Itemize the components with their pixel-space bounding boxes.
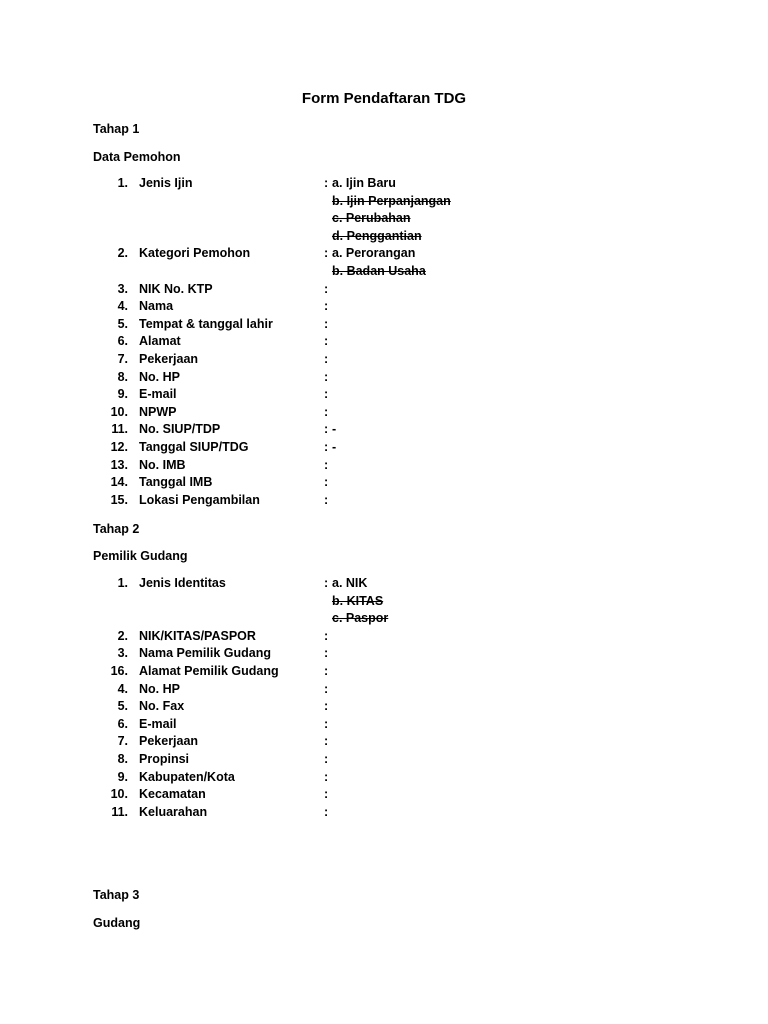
tahap-1-field-list: [0, 175, 768, 509]
field-row: [0, 298, 768, 316]
field-colon: :: [324, 176, 329, 190]
struck-option: c. Paspor: [332, 611, 389, 626]
struck-option: b. KITAS: [332, 593, 384, 608]
field-number: 9.: [117, 769, 128, 784]
field-label: E-mail: [139, 716, 177, 731]
field-row: [0, 681, 768, 699]
field-colon: :: [324, 646, 329, 661]
field-label: Tanggal SIUP/TDG: [139, 439, 249, 454]
field-colon: :: [324, 804, 329, 819]
struck-option-row: [0, 263, 768, 281]
field-row: [0, 492, 768, 510]
field-colon: :: [324, 316, 329, 331]
field-colon: :: [324, 681, 329, 696]
field-number: 14.: [110, 475, 128, 490]
field-colon: :: [324, 457, 329, 472]
struck-option-row: [0, 593, 768, 611]
pemilik-gudang-heading: Pemilik Gudang: [93, 549, 188, 563]
field-colon: :: [324, 369, 329, 384]
tahap-2-field-list: [0, 575, 768, 821]
field-number: 10.: [110, 404, 128, 419]
struck-option: b. Ijin Perpanjangan: [332, 193, 451, 208]
tahap-3-heading: Tahap 3: [93, 888, 140, 902]
field-number: 5.: [117, 316, 128, 331]
field-label: Jenis Identitas: [139, 576, 226, 590]
field-colon: :: [324, 299, 329, 314]
field-number: 1.: [117, 176, 128, 190]
field-colon: :: [324, 422, 329, 437]
field-row: [0, 804, 768, 822]
field-number: 15.: [110, 492, 128, 507]
field-row: [0, 281, 768, 299]
field-colon: :: [324, 734, 329, 749]
tahap-2-heading: Tahap 2: [93, 522, 140, 536]
struck-option: b. Badan Usaha: [332, 263, 426, 278]
field-label: Kabupaten/Kota: [139, 769, 235, 784]
field-label: Lokasi Pengambilan: [139, 492, 260, 507]
field-row: [0, 628, 768, 646]
field-number: 8.: [117, 751, 128, 766]
struck-option-row: [0, 610, 768, 628]
field-value: -: [332, 439, 337, 454]
field-colon: :: [324, 351, 329, 366]
struck-option-row: [0, 210, 768, 228]
field-number: 10.: [110, 787, 128, 802]
field-colon: :: [324, 246, 329, 261]
field-colon: :: [324, 716, 329, 731]
field-row: [0, 474, 768, 492]
field-row: [0, 386, 768, 404]
data-pemohon-heading: Data Pemohon: [93, 150, 181, 164]
field-row: [0, 457, 768, 475]
field-row: [0, 333, 768, 351]
field-number: 11.: [111, 804, 128, 819]
field-colon: :: [324, 751, 329, 766]
struck-option: d. Penggantian: [332, 228, 422, 243]
tahap-1-heading: Tahap 1: [93, 122, 140, 136]
field-number: 7.: [117, 351, 128, 366]
field-colon: :: [324, 404, 329, 419]
field-row-jenis-ijin: [0, 175, 768, 193]
field-label: NIK No. KTP: [139, 281, 213, 296]
field-number: 5.: [117, 699, 128, 714]
selected-option: a. NIK: [332, 576, 368, 590]
field-row: [0, 421, 768, 439]
field-label: No. HP: [139, 681, 180, 696]
struck-option: c. Perubahan: [332, 211, 411, 226]
selected-option: a. Perorangan: [332, 246, 416, 261]
field-number: 6.: [117, 334, 128, 349]
field-number: 2.: [117, 628, 128, 643]
field-label: E-mail: [139, 387, 177, 402]
field-colon: :: [324, 663, 329, 678]
field-label: Alamat: [139, 334, 181, 349]
field-row: [0, 716, 768, 734]
gudang-heading: Gudang: [93, 916, 141, 930]
field-colon: :: [324, 334, 329, 349]
field-label: Pekerjaan: [139, 351, 199, 366]
field-colon: :: [324, 281, 329, 296]
field-label: No. Fax: [139, 699, 185, 714]
field-label: NIK/KITAS/PASPOR: [139, 628, 256, 643]
field-number: 4.: [117, 681, 128, 696]
field-colon: :: [324, 475, 329, 490]
field-colon: :: [324, 387, 329, 402]
field-number: 9.: [117, 387, 128, 402]
field-row: [0, 663, 768, 681]
field-label: No. HP: [139, 369, 180, 384]
field-label: Pekerjaan: [139, 734, 199, 749]
field-label: Nama Pemilik Gudang: [139, 646, 271, 661]
field-number: 6.: [117, 716, 128, 731]
field-number: 7.: [117, 734, 128, 749]
field-row: [0, 645, 768, 663]
field-row: [0, 351, 768, 369]
field-number: 2.: [117, 246, 128, 261]
field-label: Tanggal IMB: [139, 475, 213, 490]
field-number: 1.: [117, 576, 128, 590]
form-title: Form Pendaftaran TDG: [301, 90, 467, 107]
field-number: 13.: [110, 457, 128, 472]
field-colon: :: [324, 492, 329, 507]
field-label: Kategori Pemohon: [139, 246, 251, 261]
struck-option-row: [0, 193, 768, 211]
field-label: Propinsi: [139, 751, 190, 766]
field-label: No. SIUP/TDP: [139, 422, 221, 437]
field-label: Kecamatan: [139, 787, 206, 802]
field-row: [0, 769, 768, 787]
field-colon: :: [324, 699, 329, 714]
field-row-kategori-pemohon: [0, 245, 768, 263]
field-row: [0, 733, 768, 751]
struck-option-row: [0, 228, 768, 246]
field-row: [0, 751, 768, 769]
field-number: 11.: [111, 422, 128, 437]
field-colon: :: [324, 439, 329, 454]
field-label: Alamat Pemilik Gudang: [139, 663, 279, 678]
field-row: [0, 369, 768, 387]
field-number: 12.: [110, 439, 128, 454]
field-number: 16.: [110, 663, 128, 678]
field-label: Jenis Ijin: [139, 176, 193, 190]
field-row-jenis-identitas: [0, 575, 768, 593]
field-colon: :: [324, 769, 329, 784]
field-row: [0, 404, 768, 422]
field-row: [0, 786, 768, 804]
field-label: No. IMB: [139, 457, 186, 472]
field-colon: :: [324, 576, 329, 590]
field-number: 8.: [117, 369, 128, 384]
field-label: Nama: [139, 299, 174, 314]
field-colon: :: [324, 787, 329, 802]
field-row: [0, 698, 768, 716]
field-number: 3.: [117, 281, 128, 296]
field-label: Keluarahan: [139, 804, 208, 819]
field-label: NPWP: [139, 404, 177, 419]
selected-option: a. Ijin Baru: [332, 176, 396, 190]
field-number: 4.: [117, 299, 128, 314]
field-row: [0, 439, 768, 457]
field-colon: :: [324, 628, 329, 643]
field-value: -: [332, 422, 337, 437]
field-number: 3.: [117, 646, 128, 661]
field-row: [0, 316, 768, 334]
field-label: Tempat & tanggal lahir: [139, 316, 273, 331]
